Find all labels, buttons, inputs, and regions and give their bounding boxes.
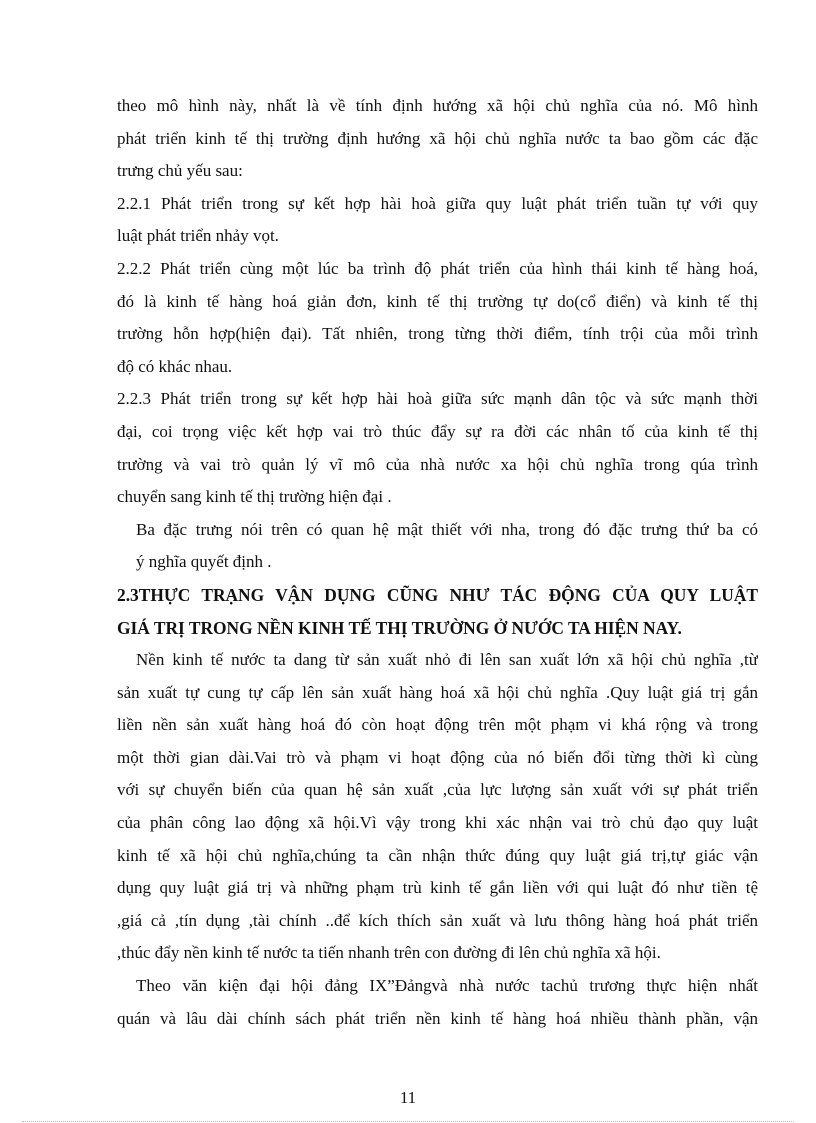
text-line: kinh tế xã hội chủ nghĩa,chúng ta cần nhận thức đúng quy luật giá trị,tự giác vận: [117, 845, 758, 865]
text-line: 2.2.3 Phát triển trong sự kết hợp hài hoà giữa sức mạnh dân tộc và sức mạnh thời: [117, 389, 758, 409]
text-line: phát triển kinh tế thị trường định hướng xã hội chủ nghĩa nước ta bao gồm các đặc: [117, 128, 758, 148]
paragraph-economy: [117, 644, 758, 970]
text-line: Theo văn kiện đại hội đảng IX”Đảngvà nhà nước tachủ trương thực hiện nhất: [136, 976, 758, 996]
text-line: đó là kinh tế hàng hoá giản đơn, kinh tế thị trường tự do(cổ điển) và kinh tế thị: [117, 291, 758, 311]
paragraph-2-2-1: [117, 188, 758, 253]
text-line: quán và lâu dài chính sách phát triển nền kinh tế hàng hoá nhiều thành phần, vận: [117, 1008, 758, 1028]
text-line: của phân công lao động xã hội.Vì vậy trong khi xác nhận vai trò chủ đạo quy luật: [117, 813, 758, 833]
text-line: 2.2.1 Phát triển trong sự kết hợp hài hoà giữa quy luật phát triển tuần tự với quy: [117, 193, 758, 213]
paragraph-congress: [117, 970, 758, 1035]
footer-divider: [22, 1121, 794, 1122]
page-body: [117, 90, 758, 1035]
heading-line: 2.3THỰC TRẠNG VẬN DỤNG CŨNG NHƯ TÁC ĐỘNG CỦA QUY LUẬT: [117, 584, 758, 605]
text-line: với sự chuyển biến của quan hệ sản xuất ,của lực lượng sản xuất với sự phát triển: [117, 780, 758, 800]
text-line: liền nền sản xuất hàng hoá đó còn hoạt động trên một phạm vi khá rộng và trong: [117, 715, 758, 735]
text-line: chuyển sang kinh tế thị trường hiện đại .: [117, 487, 392, 507]
heading-line: GIÁ TRỊ TRONG NỀN KINH TẾ THỊ TRƯỜNG Ở NƯỚC TA HIỆN NAY.: [117, 617, 682, 638]
paragraph-intro: [117, 90, 758, 188]
text-line: trường và vai trò quản lý vĩ mô của nhà nước xa hội chủ nghĩa trong qúa trình: [117, 454, 758, 474]
text-line: trưng chủ yếu sau:: [117, 161, 243, 181]
text-line: ý nghĩa quyết định .: [136, 552, 272, 572]
text-line: 2.2.2 Phát triển cùng một lúc ba trình độ phát triển của hình thái kinh tế hàng hoá,: [117, 258, 758, 278]
text-line: Nền kinh tế nước ta dang từ sản xuất nhỏ đi lên san xuất lớn xã hội chủ nghĩa ,từ: [136, 650, 758, 670]
text-line: Ba đặc trưng nói trên có quan hệ mật thiết với nha, trong đó đặc trưng thứ ba có: [136, 519, 758, 539]
text-line: đại, coi trọng việc kết hợp vai trò thúc đẩy sự ra đời các nhân tố của kinh tế thị: [117, 421, 758, 441]
page-number: 11: [399, 1088, 417, 1107]
text-line: theo mô hình này, nhất là về tính định hướng xã hội chủ nghĩa của nó. Mô hình: [117, 96, 758, 115]
paragraph-2-2-3: [117, 383, 758, 513]
text-line: ,giá cả ,tín dụng ,tài chính ..để kích thích sản xuất và lưu thông hàng hoá phát triển: [117, 910, 758, 930]
paragraph-2-2-2: [117, 253, 758, 383]
section-heading-2-3: [117, 579, 758, 644]
text-line: sản xuất tự cung tự cấp lên sản xuất hàng hoá xã hội chủ nghĩa .Quy luật giá trị gắn: [117, 682, 758, 702]
text-line: độ có khác nhau.: [117, 356, 233, 376]
text-line: trường hỗn hợp(hiện đại). Tất nhiên, trong từng thời điểm, tính trội của mỗi trình: [117, 324, 758, 344]
text-line: dụng quy luật giá trị và những phạm trù kinh tế gắn liền với qui luật đó như tiền tệ: [117, 878, 758, 898]
paragraph-summary: [117, 514, 758, 579]
text-line: luật phát triển nhảy vọt.: [117, 226, 279, 246]
text-line: ,thúc đẩy nền kinh tế nước ta tiến nhanh trên con đường đi lên chủ nghĩa xã hội.: [117, 943, 661, 963]
text-line: một thời gian dài.Vai trò và phạm vi hoạt động của nó biến đổi từng thời kì cùng: [117, 747, 758, 767]
